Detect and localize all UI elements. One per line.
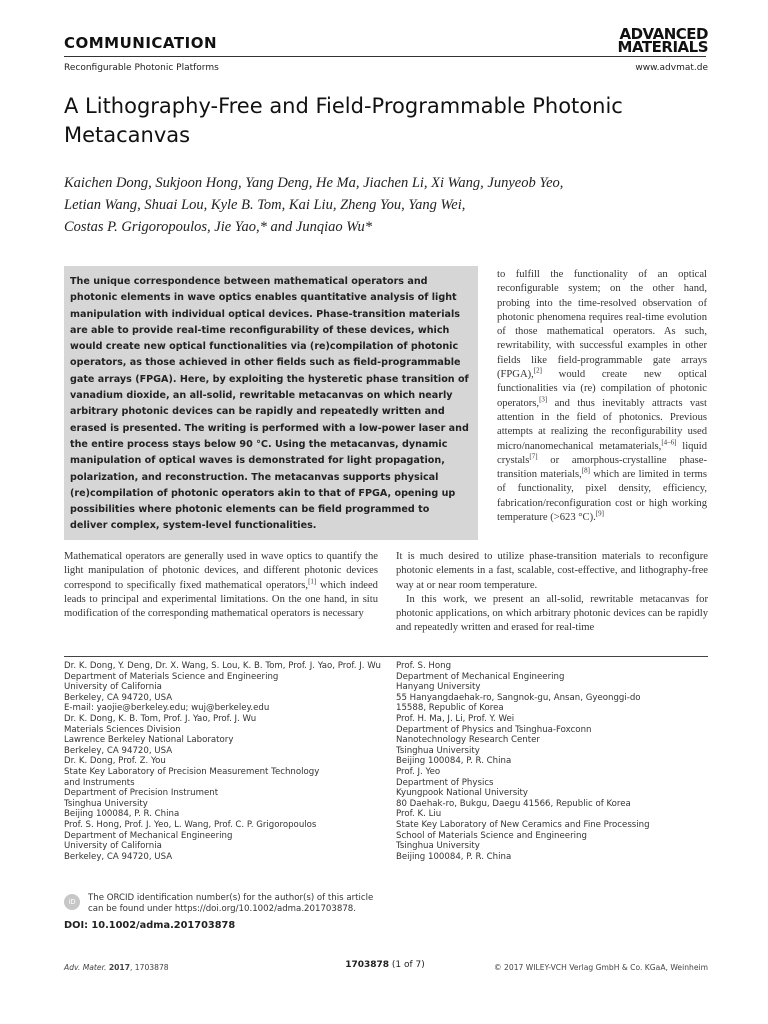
affiliation-line: Department of Mechanical Engineering: [64, 830, 233, 841]
doi-link[interactable]: DOI: 10.1002/adma.201703878: [64, 920, 236, 931]
affiliation-line: University of California: [64, 682, 162, 693]
affiliations-rule: [64, 656, 708, 657]
paragraph: In this work, we present an all-solid, rewritable metacanvas for photonic applications, on which arbitrary photonic devices can be rapidly and repeatedly written and erased for real-time: [396, 593, 708, 634]
affiliation-line: Materials Sciences Division: [64, 724, 181, 735]
journal-url[interactable]: www.advmat.de: [635, 63, 708, 73]
body-text-left: Mathematical operators are generally used in wave optics to quantify the light manipulation of photonic devices, and different photonic devices correspond to specifically fixed mathematical operators,[1] which indeed leads to principal and experimental limitations. On the one hand, in situ modification of the corresponding mathematical operators is necessary: [64, 551, 378, 620]
affiliation-line: Beijing 100084, P. R. China: [64, 809, 180, 820]
footer-year: 2017: [108, 963, 130, 972]
page-of: (1 of 7): [389, 960, 425, 970]
citation-ref[interactable]: [2]: [533, 366, 542, 375]
footer-copyright: © 2017 WILEY-VCH Verlag GmbH & Co. KGaA, Weinheim: [494, 963, 708, 972]
affiliation-line: Dr. K. Dong, Y. Deng, Dr. X. Wang, S. Lou, K. B. Tom, Prof. J. Yao, Prof. J. Wu: [64, 661, 381, 671]
footer-citation: [64, 963, 169, 972]
affiliation-line: Department of Materials Science and Engineering: [64, 671, 279, 682]
affiliation-line: Prof. S. Hong, Prof. J. Yeo, L. Wang, Prof. C. P. Grigoropoulos: [64, 819, 317, 830]
affiliation-line: 15588, Republic of Korea: [396, 703, 504, 714]
affiliation-line: State Key Laboratory of Precision Measurement Technology: [64, 766, 320, 777]
body-text-right-upper: to fulfill the functionality of an optical reconfigurable system; on the other hand, probing into the time-resolved observation of photonic phenomena requires real-time evolution of those mathematical operators. As such, rewritability, with successful examples in other fields like field-programmable gate arrays (FPGA),[2] would create new optical functionalities via (re) compilation of photonic operators,[3] and thus inevitably attracts vast attention in the field of photonics. Previous attempts at realizing the reconfigurability used micro/nanomechanical metamaterials,[4–6] liquid crystals[7] or amorphous-crystalline phase-transition materials,[8] which are limited in terms of functionality, pixel density, efficiency, fabrication/reconfiguration cost or high working temperature (>623 °C).[9]: [497, 269, 708, 524]
affiliation-line: State Key Laboratory of New Ceramics and Fine Processing: [396, 819, 650, 830]
authors-line: Letian Wang, Shuai Lou, Kyle B. Tom, Kai Liu, Zheng You, Yang Wei,: [64, 197, 466, 213]
orcid-note-line: The ORCID identification number(s) for the author(s) of this article: [88, 893, 374, 903]
journal-abbrev: Adv. Mater.: [64, 963, 107, 972]
subsection-label: Reconfigurable Photonic Platforms: [64, 63, 219, 73]
affiliation-email[interactable]: E-mail: yaojie@berkeley.edu; wuj@berkeley.edu: [64, 703, 270, 714]
affiliation-line: Dr. K. Dong, Prof. Z. You: [64, 756, 166, 767]
affiliation-line: Prof. H. Ma, J. Li, Prof. Y. Wei: [396, 713, 515, 724]
citation-ref[interactable]: [7]: [529, 452, 538, 461]
affiliation-line: Beijing 100084, P. R. China: [396, 756, 512, 767]
orcid-note: [88, 893, 388, 915]
affiliation-line: University of California: [64, 841, 162, 852]
citation-ref[interactable]: [9]: [595, 509, 604, 518]
affiliations-left: [64, 661, 394, 862]
article-title: A Lithography-Free and Field-Programmable Photonic Metacanvas: [64, 94, 623, 147]
affiliation-line: Berkeley, CA 94720, USA: [64, 692, 173, 703]
page-article-number: 1703878: [345, 960, 390, 970]
section-label: COMMUNICATION: [64, 34, 217, 52]
authors-line: Costas P. Grigoropoulos, Jie Yao,* and Junqiao Wu*: [64, 219, 373, 235]
affiliations-right: [396, 661, 708, 862]
journal-logo: [600, 25, 708, 56]
affiliation-line: and Instruments: [64, 777, 135, 788]
affiliation-line: Lawrence Berkeley National Laboratory: [64, 735, 234, 746]
affiliation-line: Kyungpook National University: [396, 788, 529, 799]
affiliation-line: Nanotechnology Research Center: [396, 735, 540, 746]
affiliation-line: 55 Hanyangdaehak-ro, Sangnok-gu, Ansan, Gyeonggi-do: [396, 692, 641, 703]
affiliation-line: 80 Daehak-ro, Bukgu, Daegu 41566, Republic of Korea: [396, 798, 631, 809]
citation-ref[interactable]: [1]: [308, 577, 317, 586]
body-text-right-lower: It is much desired to utilize phase-transition materials to reconfigure photonic elements in a fast, scalable, cost-effective, and lithography-free way at or near room temperature. In this work, we present an all-solid, rewritable metacanvas for photonic applications, on which arbitrary photonic devices can be rapidly and repeatedly written and erased for real-time: [396, 550, 708, 636]
abstract-text: The unique correspondence between mathematical operators and photonic elements in wave optics enables quantitative analysis of light manipulation with individual optical devices. Phase-transition materials are able to provide real-time reconfigurability of these devices, which would create new optical functionalities via (re)compilation of photonic operators, as those achieved in other fields such as field-programmable gate arrays (FPGA). Here, by exploiting the hysteretic phase transition of vanadium dioxide, an all-solid, rewritable metacanvas on which nearly arbitrary photonic devices can be rapidly and repeatedly written and erased is presented. The writing is performed with a low-power laser and the entire process stays below 90 °C. Using the metacanvas, dynamic manipulation of optical waves is demonstrated for light propagation, polarization, and reconstruction. The metacanvas supports physical (re)compilation of photonic operators akin to that of FPGA, opening up possibilities where photonic elements can be field programmed to deliver complex, system-level functionalities.: [70, 276, 469, 532]
citation-ref[interactable]: [3]: [539, 395, 548, 404]
authors-line: Kaichen Dong, Sukjoon Hong, Yang Deng, He Ma, Jiachen Li, Xi Wang, Junyeob Yeo,: [64, 175, 564, 191]
page-number: [335, 960, 435, 970]
affiliation-line: School of Materials Science and Engineering: [396, 830, 587, 841]
affiliation-line: Prof. S. Hong: [396, 661, 452, 671]
affiliation-line: Berkeley, CA 94720, USA: [64, 745, 173, 756]
orcid-icon[interactable]: iD: [64, 894, 80, 910]
affiliation-line: Tsinghua University: [396, 841, 480, 852]
affiliation-line: Department of Physics: [396, 777, 494, 788]
affiliation-line: Beijing 100084, P. R. China: [396, 851, 512, 862]
orcid-note-link[interactable]: can be found under https://doi.org/10.1002/adma.201703878.: [88, 903, 356, 914]
affiliation-line: Berkeley, CA 94720, USA: [64, 851, 173, 862]
affiliation-line: Department of Mechanical Engineering: [396, 671, 565, 682]
header-rule: [64, 56, 706, 57]
footer-article-number: , 1703878: [129, 963, 169, 972]
author-list: [64, 172, 714, 238]
journal-logo-line1: ADVANCED: [619, 25, 708, 43]
citation-ref[interactable]: [4–6]: [661, 438, 677, 447]
affiliation-line: Tsinghua University: [396, 745, 480, 756]
affiliation-line: Department of Physics and Tsinghua-Foxconn: [396, 724, 592, 735]
affiliation-line: Department of Precision Instrument: [64, 788, 219, 799]
affiliation-line: Prof. K. Liu: [396, 809, 442, 820]
affiliation-line: Hanyang University: [396, 682, 481, 693]
affiliation-line: Tsinghua University: [64, 798, 148, 809]
citation-ref[interactable]: [8]: [581, 466, 590, 475]
affiliation-line: Prof. J. Yeo: [396, 766, 441, 777]
journal-logo-line2: MATERIALS: [617, 38, 708, 56]
affiliation-line: Dr. K. Dong, K. B. Tom, Prof. J. Yao, Prof. J. Wu: [64, 713, 257, 724]
